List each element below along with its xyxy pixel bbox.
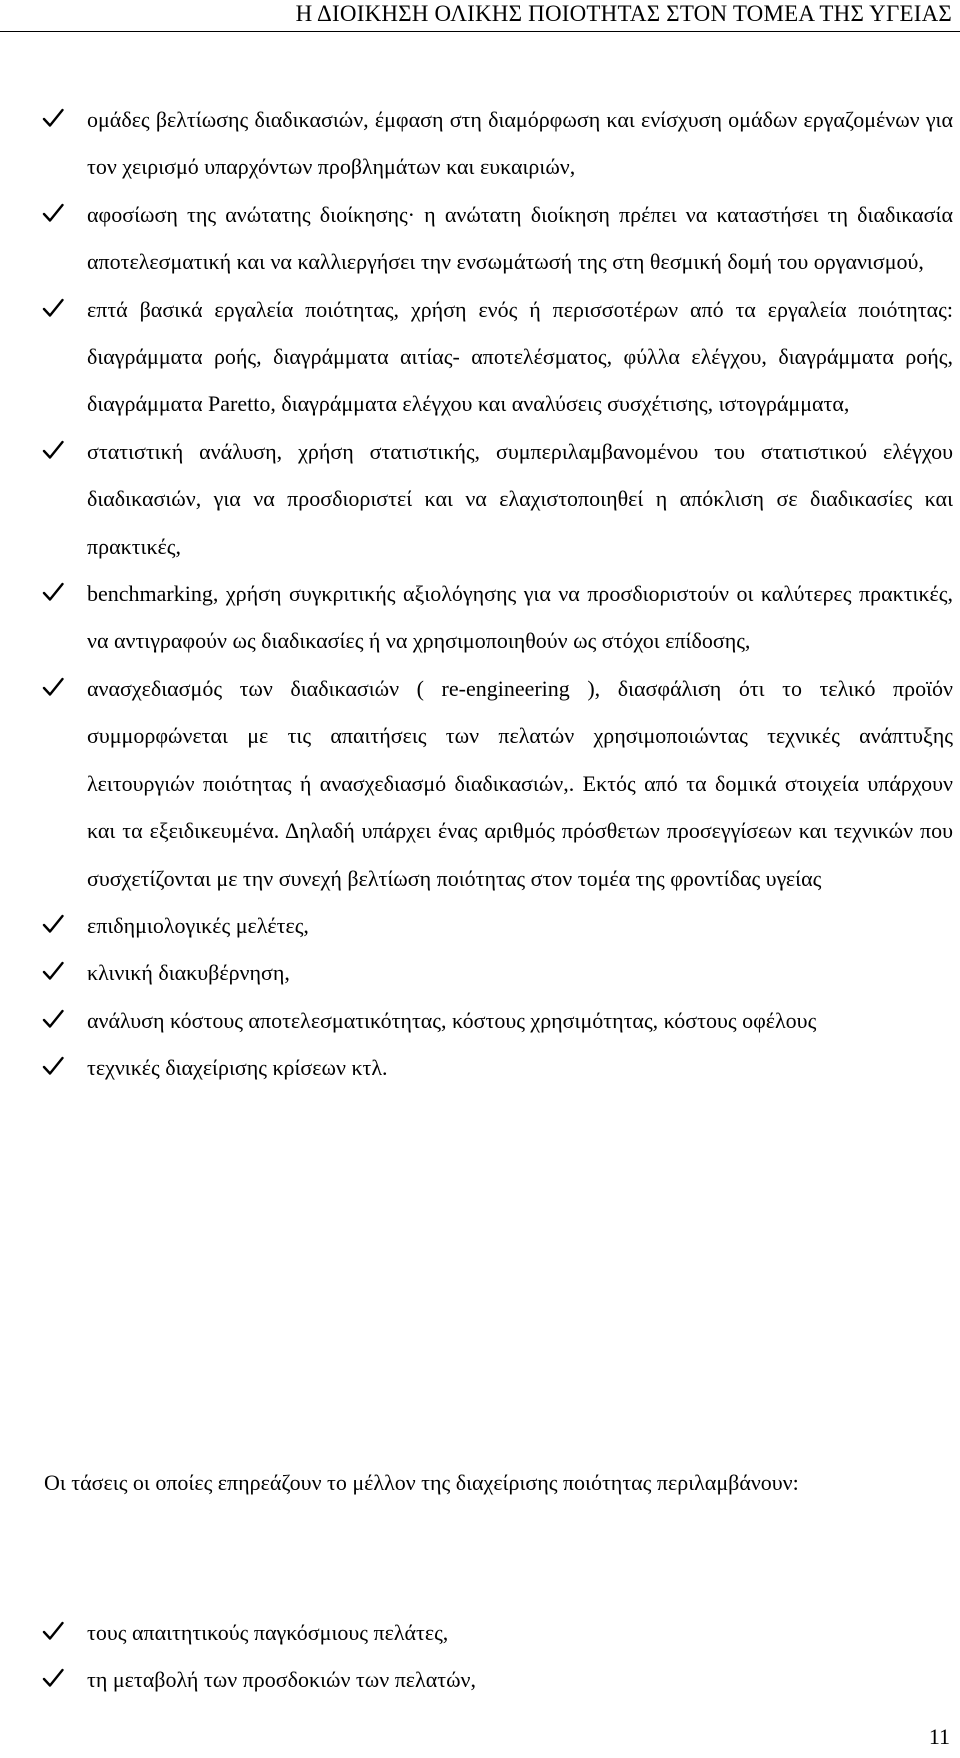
list-item [42,1044,953,1091]
list-item [42,428,953,570]
list-item-text: επτά βασικά εργαλεία ποιότητας, χρήση ενός ή περισσοτέρων από τα εργαλεία ποιότητας: διαγράμματα ροής, διαγράμματα αιτίας- αποτελέσματος, φύλλα ελέγχου, διαγράμματα ροής, διαγράμματα Paretto, διαγράμματα ελέγχου και αναλύσεις συσχέτισης, ιστογράμματα, [87,296,953,417]
list-item [42,286,953,428]
list-item-text: στατιστική ανάλυση, χρήση στατιστικής, συμπεριλαμβανομένου του στατιστικού ελέγχου διαδικασιών, για να προσδιοριστεί και να ελαχιστοποιηθεί η απόκλιση σε διαδικασίες και πρακτικές, [87,438,953,559]
checkmark-icon [42,1620,64,1642]
list-item-text: τους απαιτητικούς παγκόσμιους πελάτες, [87,1620,449,1645]
list-item-text: ανάλυση κόστους αποτελεσματικότητας, κόστους χρησιμότητας, κόστους οφέλους [87,1007,817,1033]
list-item-text: ανασχεδιασμός των διαδικασιών ( re-engineering ), διασφάλιση ότι το τελικό προϊόν συμμορφώνεται με τις απαιτήσεις των πελατών χρησιμοποιώντας τεχνικές ανάπτυξης λειτουργιών ποιότητας ή ανασχεδιασμό διαδικασιών,. Εκτός από τα δομικά στοιχεία υπάρχουν και τα εξειδικευμένα. Δηλαδή υπάρχει ένας αριθμός πρόσθετων προσεγγίσεων και τεχνικών που συσχετίζονται με την συνεχή βελτίωση ποιότητας στον τομέα της φροντίδας υγείας [87,675,953,891]
checkmark-icon [42,1667,64,1689]
checkmark-icon [42,960,64,982]
checkmark-icon [42,676,64,698]
running-header-title: Η ΔΙΟΙΚΗΣΗ ΟΛΙΚΗΣ ΠΟΙΟΤΗΤΑΣ ΣΤΟΝ ΤΟΜΕΑ ΤΗΣ ΥΓΕΙΑΣ [295,1,952,26]
checkmark-icon [42,913,64,935]
checkmark-icon [42,439,64,461]
list-item-text: κλινική διακυβέρνηση, [87,960,290,986]
list-item-text: επιδημιολογικές μελέτες, [87,912,309,938]
list-item-text: benchmarking, χρήση συγκριτικής αξιολόγησης για να προσδιοριστούν οι καλύτερες πρακτικές, να αντιγραφούν ως διαδικασίες ή να χρησιμοποιηθούν ως στόχοι επίδοσης, [87,581,953,654]
checkmark-icon [42,202,64,224]
checkmark-icon [42,297,64,319]
checkmark-icon [42,1008,64,1030]
page-header [0,0,960,36]
list-item [42,997,953,1044]
header-divider [0,31,960,32]
list-item [42,1656,953,1703]
list-item [42,96,953,191]
list-item [42,1609,953,1656]
bullet-list-techniques [42,96,953,1092]
list-item [42,665,953,902]
body-paragraph-trends: Οι τάσεις οι οποίες επηρεάζουν το μέλλον της διαχείρισης ποιότητας περιλαμβάνουν: [44,1470,799,1495]
list-item [42,949,953,996]
checkmark-icon [42,107,64,129]
bullet-list-trends [42,1609,953,1704]
list-item [42,570,953,665]
checkmark-icon [42,1055,64,1077]
list-item-text: τεχνικές διαχείρισης κρίσεων κτλ. [87,1055,388,1081]
list-item [42,902,953,949]
page-number: 11 [928,1724,950,1749]
list-item [42,191,953,286]
list-item-text: ομάδες βελτίωσης διαδικασιών, έμφαση στη διαμόρφωση και ενίσχυση ομάδων εργαζομένων για τον χειρισμό υπαρχόντων προβλημάτων και ευκαιριών, [87,107,953,180]
list-item-text: τη μεταβολή των προσδοκιών των πελατών, [87,1667,477,1693]
checkmark-icon [42,581,64,603]
list-item-text: αφοσίωση της ανώτατης διοίκησης· η ανώτατη διοίκηση πρέπει να καταστήσει τη διαδικασία αποτελεσματική και να καλλιεργήσει την ενσωμάτωσή της στη θεσμική δομή του οργανισμού, [87,201,953,275]
